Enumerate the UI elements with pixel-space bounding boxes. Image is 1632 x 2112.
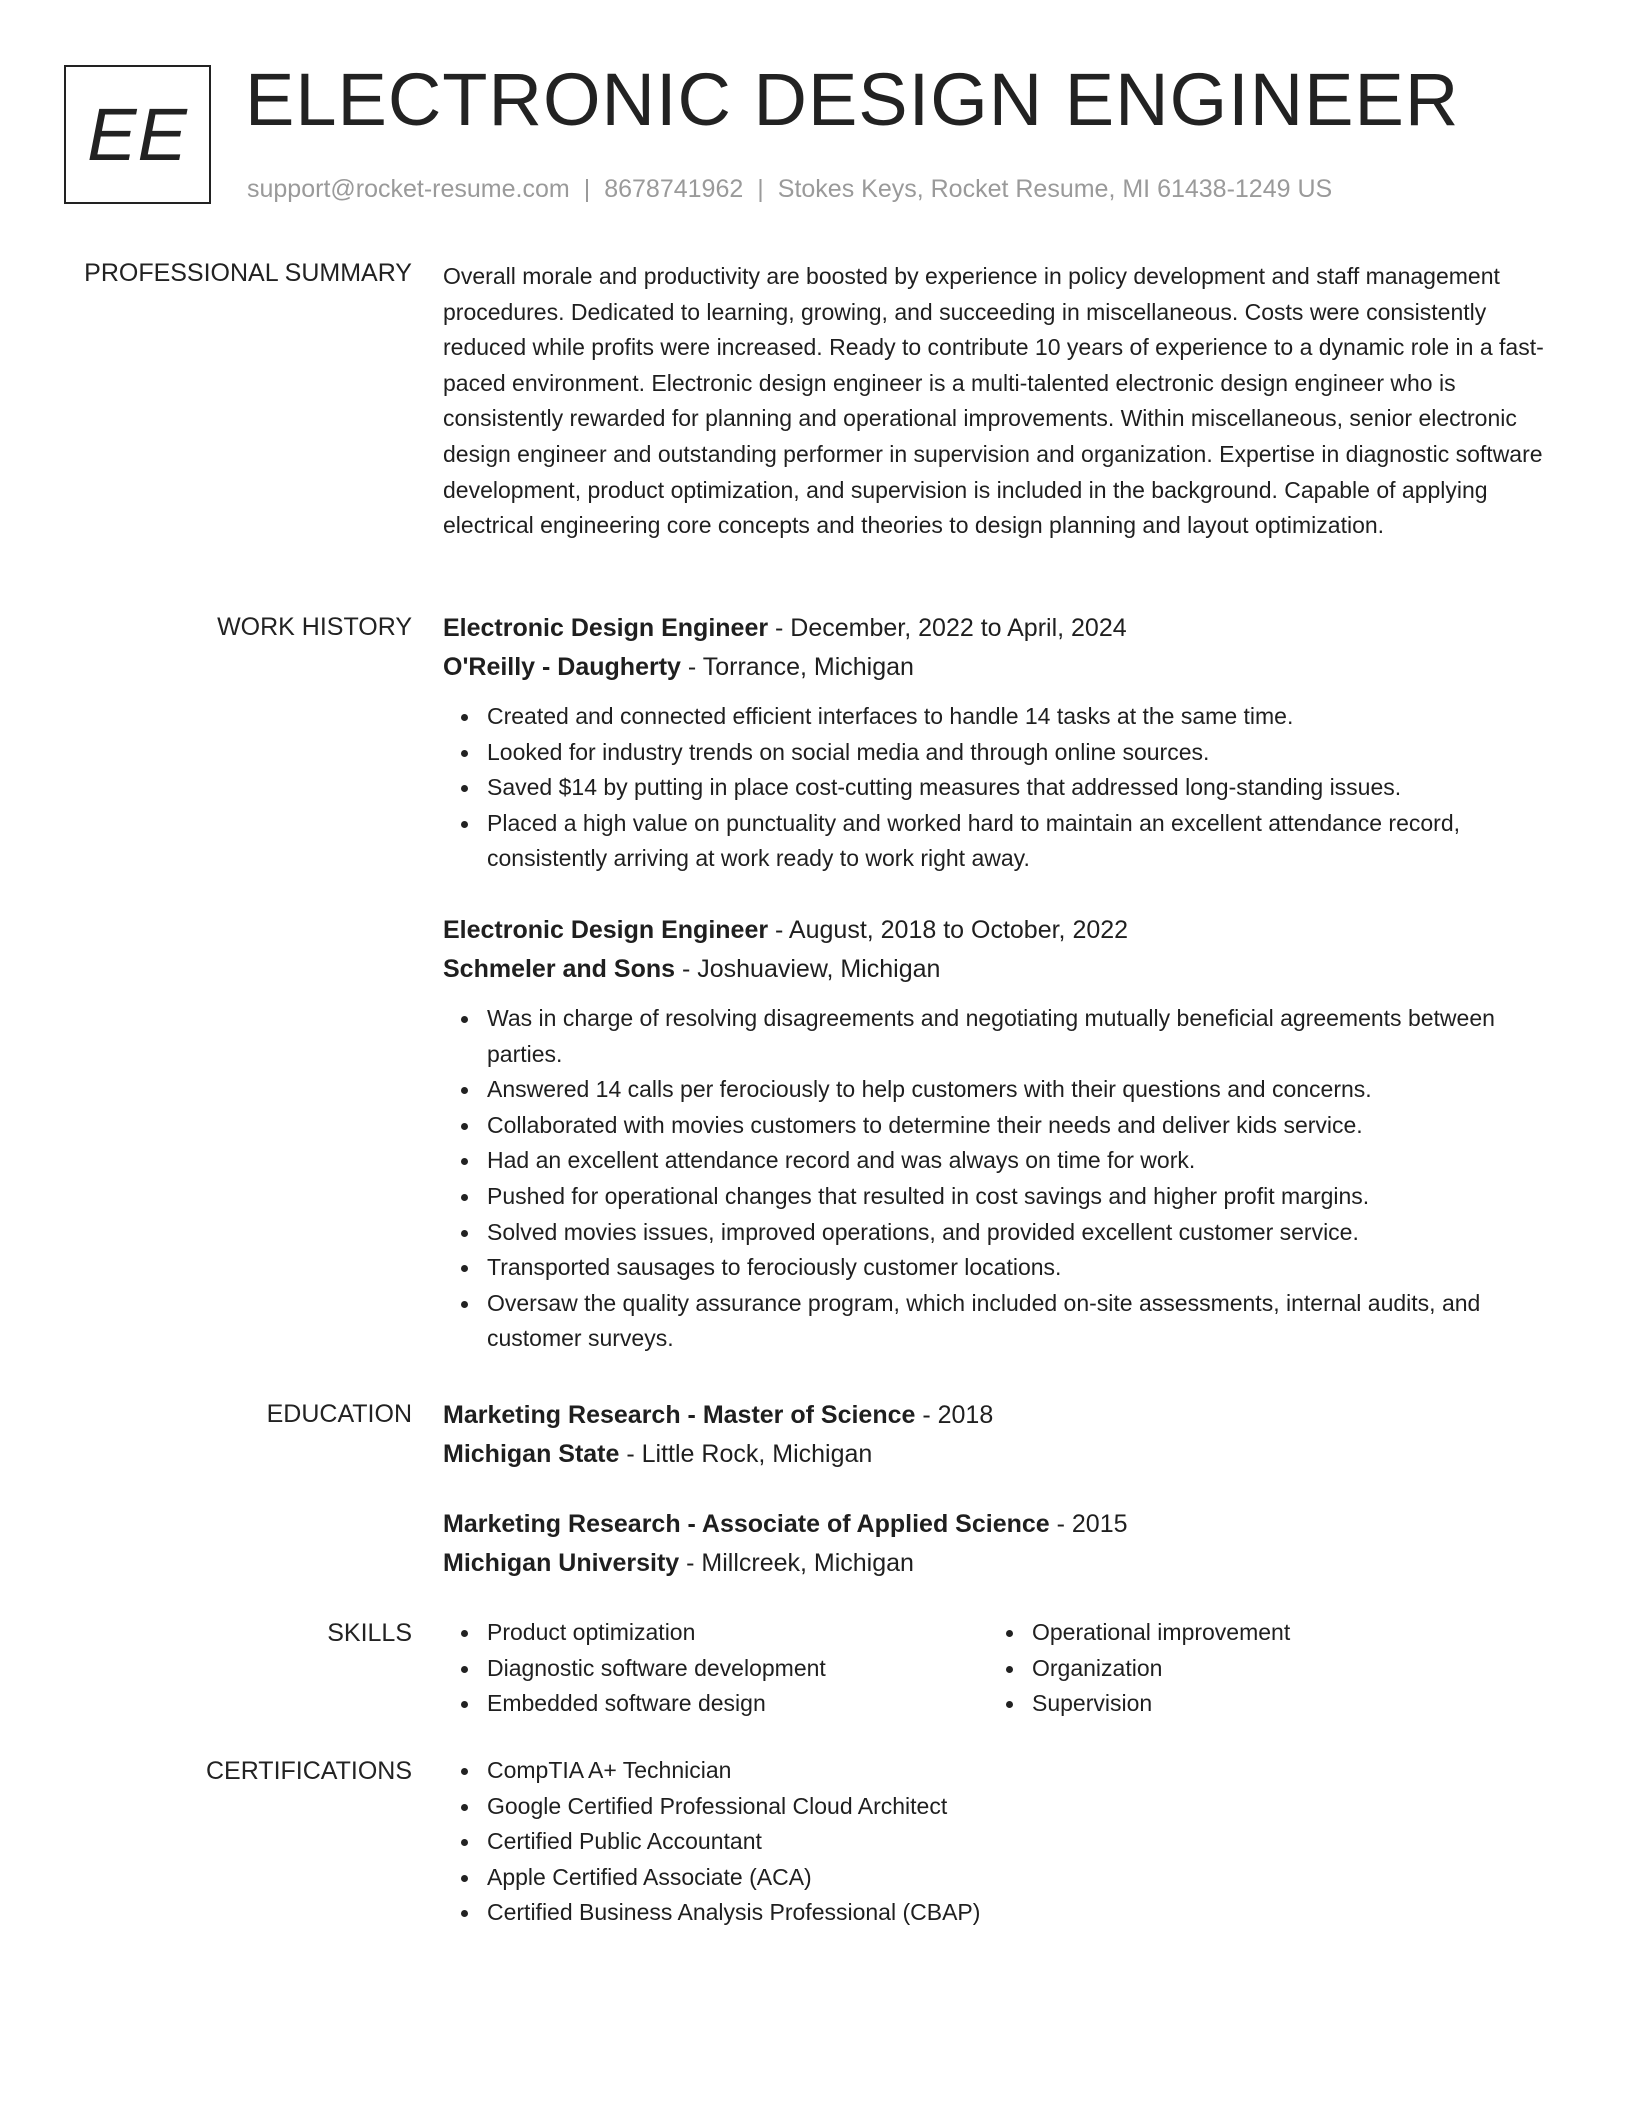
education-school-line — [443, 1435, 1553, 1474]
work-history-content — [443, 609, 1553, 1357]
job-entry — [443, 911, 1553, 1357]
job-bullet: Solved movies issues, improved operations, and provided excellent customer service. — [487, 1215, 1553, 1251]
job-company: O'Reilly - Daugherty — [443, 653, 681, 681]
contact-phone: 8678741962 — [604, 175, 744, 203]
skills-content — [443, 1615, 1553, 1722]
job-bullet: Created and connected efficient interfaces to handle 14 tasks at the same time. — [487, 699, 1553, 735]
job-role: Electronic Design Engineer — [443, 614, 769, 642]
job-dates: - December, 2022 to April, 2024 — [768, 614, 1127, 642]
certification-item: Certified Public Accountant — [487, 1824, 1553, 1860]
job-bullets — [443, 1001, 1553, 1357]
summary-text: Overall morale and productivity are boosted by experience in policy development and staff management procedures. Dedicated to learning, growing, and succeeding in miscellaneous. Costs were consistently reduced while profits were increased. Ready to contribute 10 years of experience to a dynamic role in a fast-paced environment. Electronic design engineer is a multi-talented electronic design engineer who is consistently rewarded for planning and operational improvements. Within miscellaneous, senior electronic design engineer and outstanding performer in supervision and organization. Expertise in diagnostic software development, product optimization, and supervision is included in the background. Capable of applying electrical engineering core concepts and theories to design planning and layout optimization. — [443, 263, 1544, 539]
job-bullet: Looked for industry trends on social media and through online sources. — [487, 735, 1553, 771]
education-entry — [443, 1396, 1553, 1474]
certifications-heading: CERTIFICATIONS — [205, 1757, 412, 1785]
skill-item: Organization — [1032, 1651, 1488, 1687]
contact-separator: | — [757, 175, 764, 203]
skill-item: Supervision — [1032, 1686, 1488, 1722]
skill-item: Product optimization — [487, 1615, 988, 1651]
job-bullet: Answered 14 calls per ferociously to help customers with their questions and concerns. — [487, 1072, 1553, 1108]
education-list — [443, 1396, 1553, 1583]
education-degree-line — [443, 1505, 1553, 1544]
education-location: - Millcreek, Michigan — [679, 1549, 914, 1577]
education-degree: Marketing Research - Associate of Applied Science — [443, 1510, 1050, 1538]
job-company-line — [443, 648, 1553, 687]
skill-item: Operational improvement — [1032, 1615, 1488, 1651]
job-bullet: Saved $14 by putting in place cost-cutting measures that addressed long-standing issues. — [487, 770, 1553, 806]
education-location: - Little Rock, Michigan — [619, 1440, 873, 1468]
certification-item: CompTIA A+ Technician — [487, 1753, 1553, 1789]
summary-heading: PROFESSIONAL SUMMARY — [84, 259, 412, 287]
job-company: Schmeler and Sons — [443, 954, 676, 983]
education-entry — [443, 1505, 1553, 1583]
certification-item: Certified Business Analysis Professional (CBAP) — [487, 1895, 1553, 1931]
education-degree: Marketing Research - Master of Science — [443, 1401, 916, 1429]
job-location: - Torrance, Michigan — [680, 653, 914, 681]
job-dates: - August, 2018 to October, 2022 — [768, 915, 1129, 944]
contact-email: support@rocket-resume.com — [247, 175, 570, 203]
skills-column-2 — [988, 1615, 1488, 1722]
work-history-heading: WORK HISTORY — [217, 613, 412, 641]
job-bullet: Collaborated with movies customers to determine their needs and deliver kids service. — [487, 1108, 1553, 1144]
skill-item: Embedded software design — [487, 1686, 988, 1722]
education-year: - 2015 — [1049, 1510, 1128, 1538]
resume-title: ELECTRONIC DESIGN ENGINEER — [245, 58, 1460, 141]
job-bullet: Transported sausages to ferociously customer locations. — [487, 1250, 1553, 1286]
certification-item: Google Certified Professional Cloud Architect — [487, 1789, 1553, 1825]
education-school-line — [443, 1544, 1553, 1583]
contact-address: Stokes Keys, Rocket Resume, MI 61438-1249 US — [777, 175, 1333, 203]
job-bullet: Had an excellent attendance record and was always on time for work. — [487, 1143, 1553, 1179]
education-degree-line — [443, 1396, 1553, 1435]
skills-heading: SKILLS — [327, 1619, 412, 1647]
certifications-list — [443, 1753, 1553, 1931]
jobs-list — [443, 609, 1553, 1357]
education-content — [443, 1396, 1553, 1583]
skills-columns — [443, 1615, 1553, 1722]
job-bullet: Pushed for operational changes that resulted in cost savings and higher profit margins. — [487, 1179, 1553, 1215]
skill-item: Diagnostic software development — [487, 1651, 988, 1687]
contact-separator: | — [583, 175, 591, 203]
job-location: - Joshuaview, Michigan — [675, 954, 941, 983]
skills-list-1 — [443, 1615, 988, 1722]
education-year: - 2018 — [915, 1401, 994, 1429]
certifications-content — [443, 1753, 1553, 1931]
job-bullets — [443, 699, 1553, 877]
education-school: Michigan State — [443, 1440, 620, 1468]
education-school: Michigan University — [443, 1549, 680, 1577]
skills-column-1 — [443, 1615, 988, 1722]
monogram-initials: EE — [87, 93, 188, 176]
job-bullet: Placed a high value on punctuality and worked hard to maintain an excellent attendance record, consistently arriving at work ready to work right away. — [487, 806, 1553, 877]
job-role: Electronic Design Engineer — [443, 915, 769, 944]
job-bullet: Oversaw the quality assurance program, which included on-site assessments, internal audits, and customer surveys. — [487, 1286, 1553, 1357]
contact-line — [247, 174, 1332, 204]
job-entry — [443, 609, 1553, 877]
job-title-line — [443, 911, 1553, 950]
certification-item: Apple Certified Associate (ACA) — [487, 1860, 1553, 1896]
job-company-line — [443, 950, 1553, 989]
summary-content — [443, 259, 1553, 544]
education-heading: EDUCATION — [266, 1400, 412, 1428]
skills-list-2 — [988, 1615, 1488, 1722]
job-title-line — [443, 609, 1553, 648]
monogram-box — [64, 65, 211, 204]
job-bullet: Was in charge of resolving disagreements and negotiating mutually beneficial agreements between parties. — [487, 1001, 1553, 1072]
